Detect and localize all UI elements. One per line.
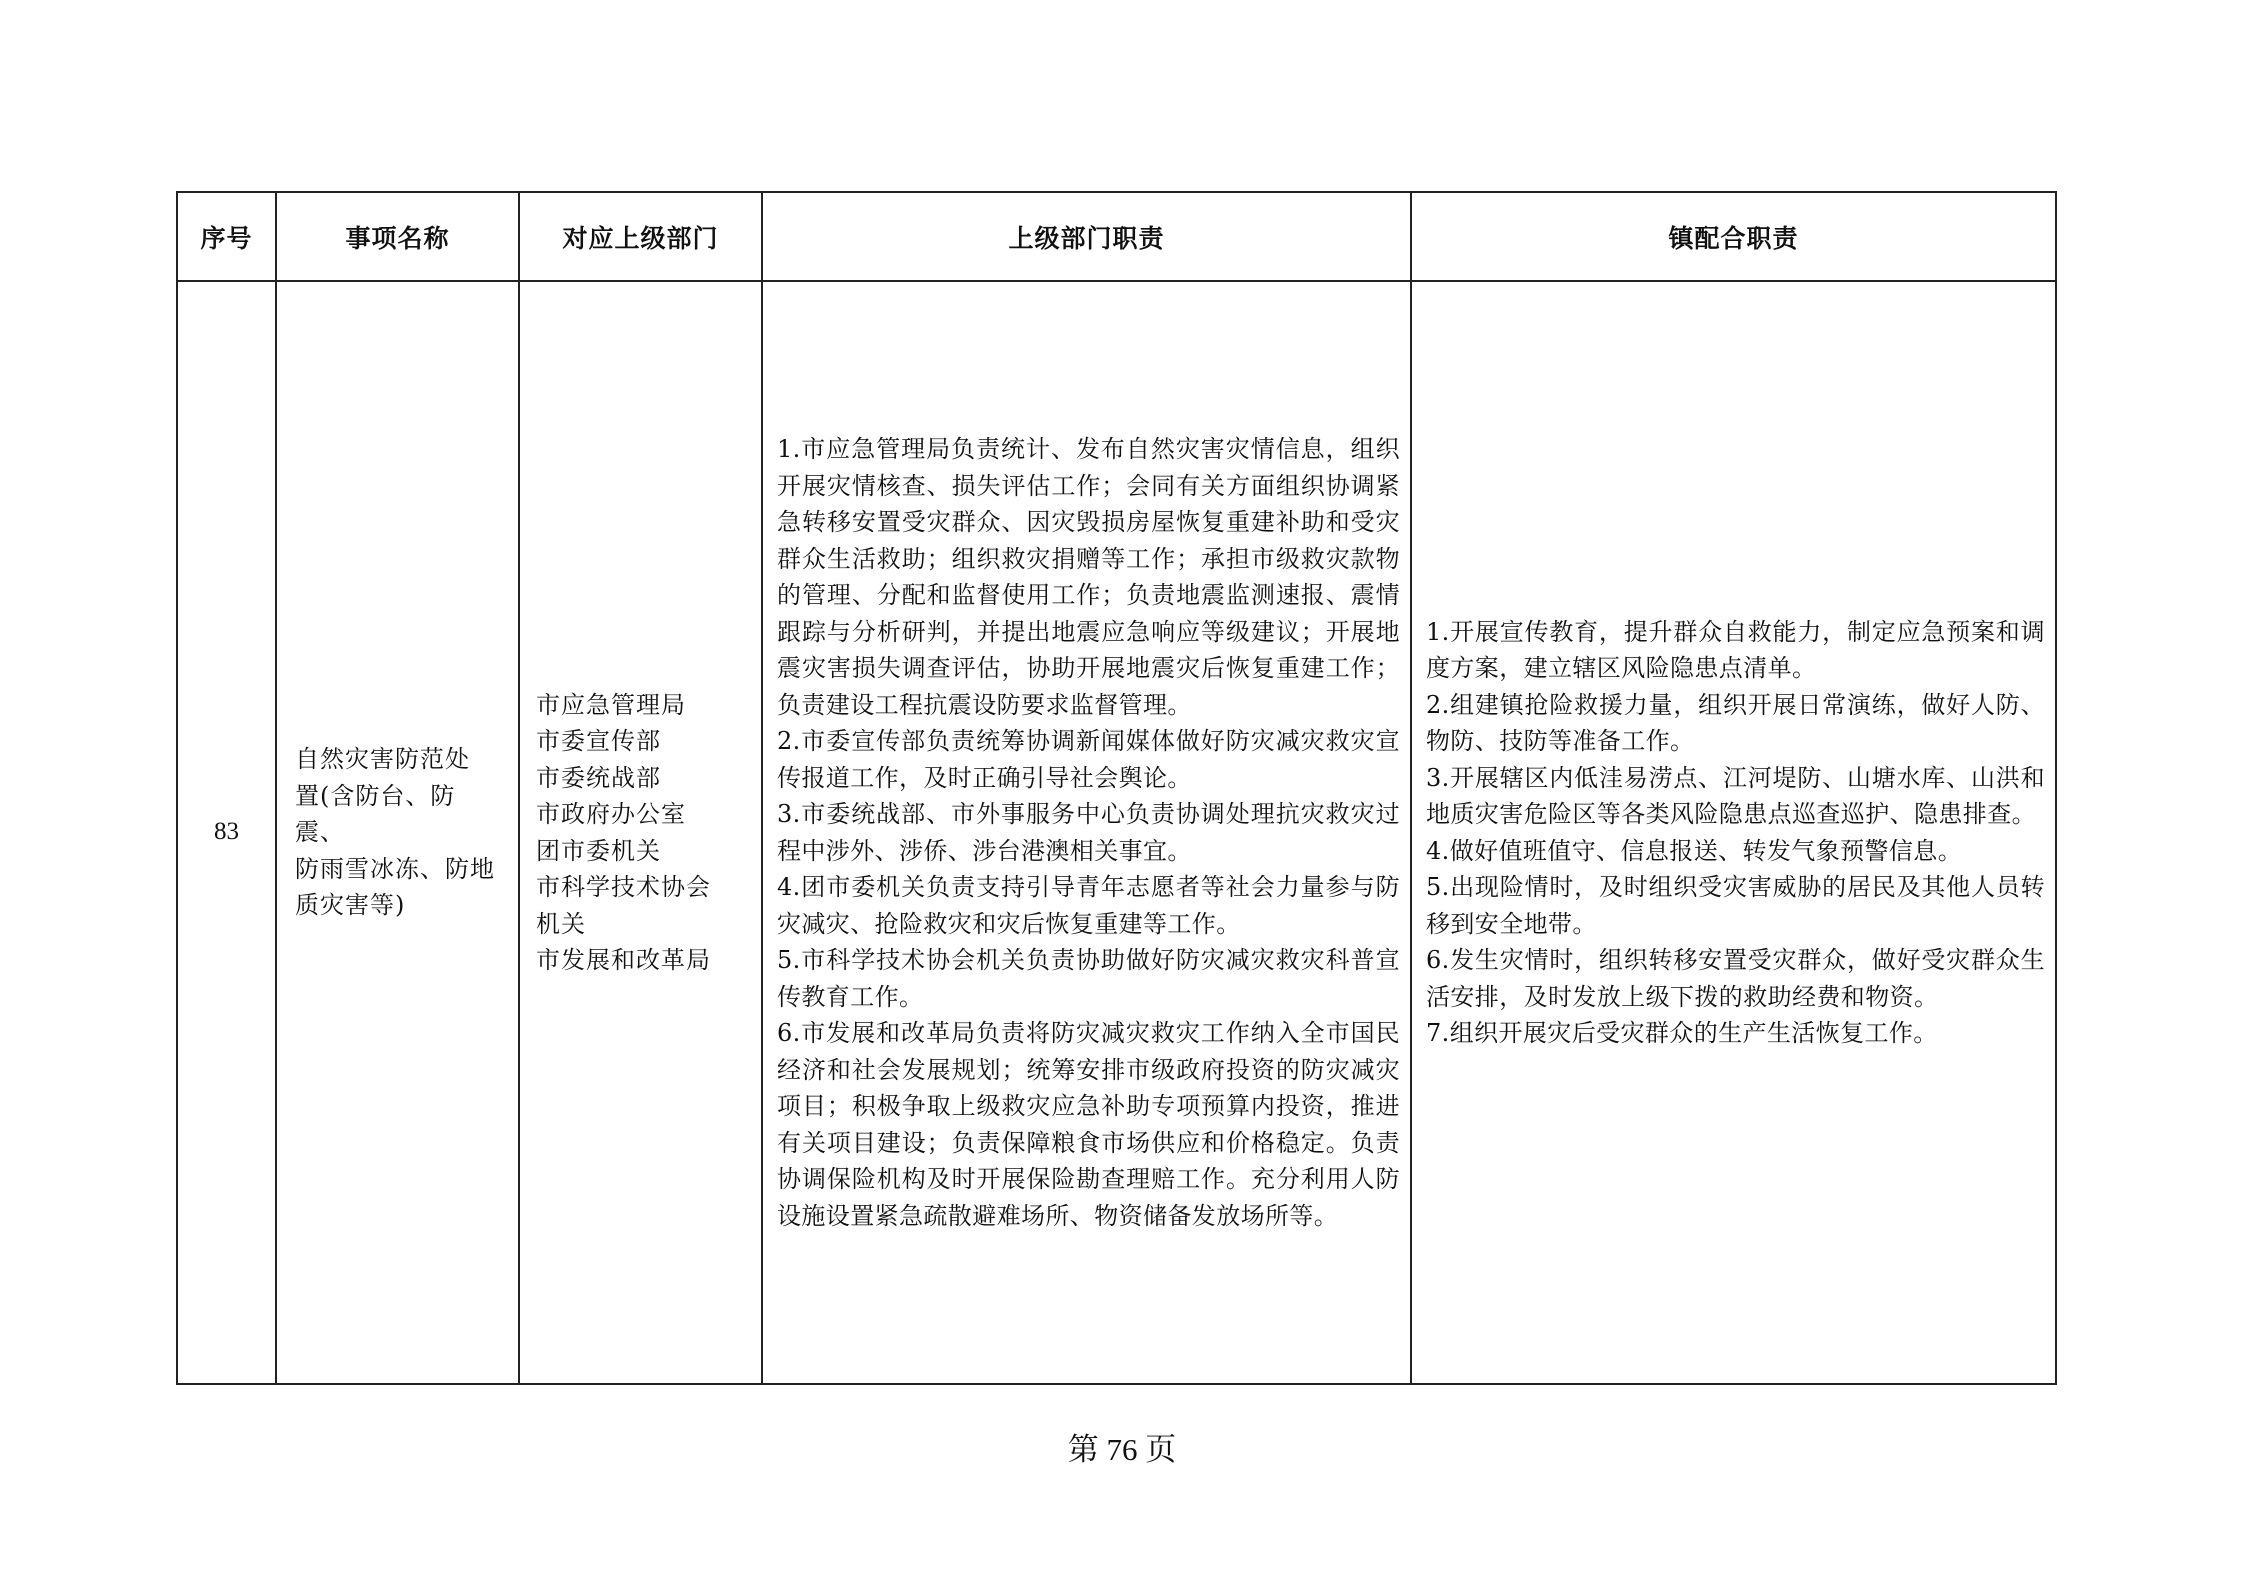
dept-item: 市应急管理局 — [536, 690, 686, 719]
dept-item: 机关 — [536, 909, 586, 938]
dept-item: 市发展和改革局 — [536, 946, 711, 974]
town-duty-item: 6.发生灾情时，组织转移安置受灾群众，做好受灾群众生活安排，及时发放上级下拨的救助经费和物资。 — [1426, 946, 2045, 1011]
town-duty-item: 1.开展宣传教育，提升群众自救能力，制定应急预案和调度方案，建立辖区风险隐患点清单。 — [1426, 617, 2045, 682]
superior-duty-item: 2.市委宣传部负责统筹协调新闻媒体做好防灾减灾救灾宣传报道工作，及时正确引导社会舆论。 — [777, 727, 1400, 792]
seq-number: 83 — [214, 818, 239, 846]
page-number: 第 76 页 — [1067, 1432, 1177, 1467]
cell-superior-duties — [761, 282, 1410, 1383]
cell-seq — [178, 282, 275, 1383]
dept-item: 市科学技术协会 — [536, 873, 711, 901]
town-duty-item: 7.组织开展灾后受灾群众的生产生活恢复工作。 — [1426, 1019, 1938, 1047]
dept-item: 市委宣传部 — [536, 727, 661, 755]
duties-table — [176, 191, 2057, 1385]
superior-dept-list — [520, 687, 711, 979]
header-seq: 序号 — [200, 223, 253, 253]
table-header-row — [178, 193, 2055, 282]
dept-item: 市委统战部 — [536, 763, 661, 792]
dept-item: 市政府办公室 — [536, 800, 686, 828]
town-duties-list — [1412, 614, 2055, 1052]
table-row — [178, 282, 2055, 1383]
superior-duty-item: 5.市科学技术协会机关负责协助做好防灾减灾救灾科普宣传教育工作。 — [777, 946, 1400, 1011]
town-duty-item: 3.开展辖区内低洼易涝点、江河堤防、山塘水库、山洪和地质灾害危险区等各类风险隐患点巡查巡护、隐患排查。 — [1426, 763, 2045, 828]
header-superior-dept: 对应上级部门 — [518, 193, 761, 280]
header-item-name: 事项名称 — [275, 193, 518, 280]
town-duty-item: 4.做好值班值守、信息报送、转发气象预警信息。 — [1426, 836, 1963, 865]
superior-duties-list — [763, 431, 1410, 1234]
dept-item: 团市委机关 — [536, 836, 661, 865]
superior-duty-item: 6.市发展和改革局负责将防灾减灾救灾工作纳入全市国民经济和社会发展规划；统筹安排市级政府投资的防灾减灾项目；积极争取上级救灾应急补助专项预算内投资，推进有关项目建设；负责保障粮食市场供应和价格稳定。负责协调保险机构及时开展保险勘查理赔工作。充分利用人防设施设置紧急疏散避难场所、物资储备发放场所等。 — [777, 1019, 1400, 1230]
item-name-text: 自然灾害防范处 置(含防台、防震、 防雨雪冰冻、防地 质灾害等) — [295, 745, 495, 920]
cell-item-name — [275, 282, 518, 1383]
cell-superior-dept — [518, 282, 761, 1383]
cell-town-duties — [1410, 282, 2055, 1383]
superior-duty-item: 4.团市委机关负责支持引导青年志愿者等社会力量参与防灾减灾、抢险救灾和灾后恢复重建等工作。 — [777, 873, 1400, 938]
superior-duty-item: 3.市委统战部、市外事服务中心负责协调处理抗灾救灾过程中涉外、涉侨、涉台港澳相关事宜。 — [777, 800, 1400, 865]
town-duty-item: 5.出现险情时，及时组织受灾害威胁的居民及其他人员转移到安全地带。 — [1426, 873, 2045, 938]
header-superior-duties: 上级部门职责 — [761, 193, 1410, 280]
header-town-duties: 镇配合职责 — [1410, 193, 2055, 280]
town-duty-item: 2.组建镇抢险救援力量，组织开展日常演练，做好人防、物防、技防等准备工作。 — [1426, 690, 2045, 755]
superior-duty-item: 1.市应急管理局负责统计、发布自然灾害灾情信息，组织开展灾情核查、损失评估工作；会同有关方面组织协调紧急转移安置受灾群众、因灾毁损房屋恢复重建补助和受灾群众生活救助；组织救灾捐赠等工作；承担市级救灾款物的管理、分配和监督使用工作；负责地震监测速报、震情跟踪与分析研判，并提出地震应急响应等级建议；开展地震灾害损失调查评估，协助开展地震灾后恢复重建工作；负责建设工程抗震设防要求监督管理。 — [777, 435, 1400, 719]
